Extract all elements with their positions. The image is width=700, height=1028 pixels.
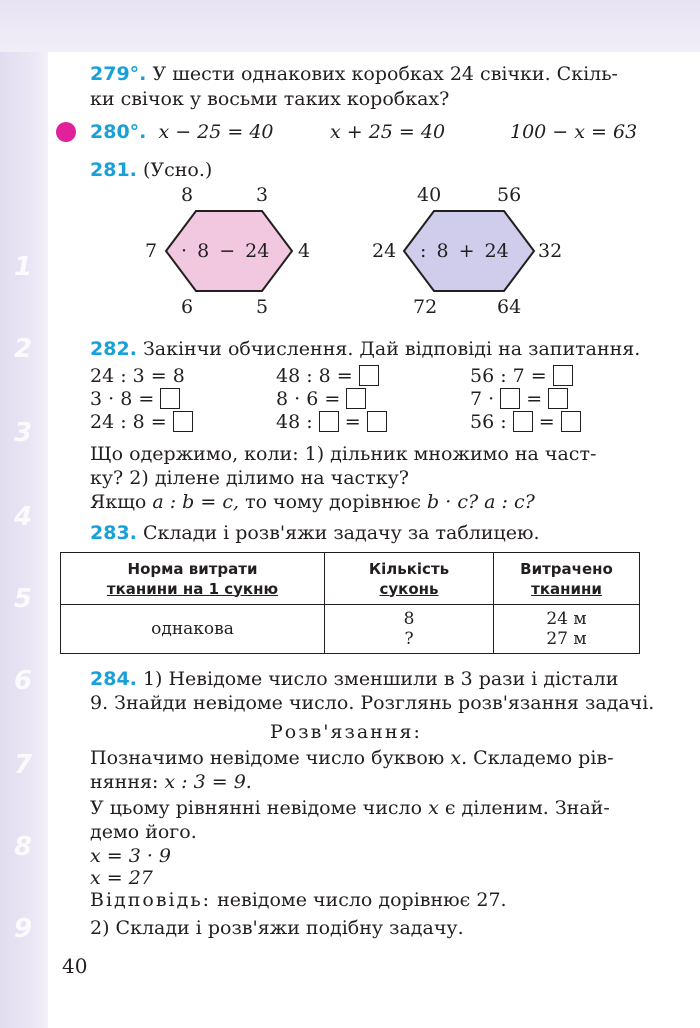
side-number: 6 xyxy=(13,666,33,696)
hex2-right: 32 xyxy=(538,240,563,262)
solution-title: Розв'язання: xyxy=(270,721,422,743)
answer-box[interactable] xyxy=(359,365,379,386)
equation: x = 27 xyxy=(90,867,153,889)
equation: x = 3 · 9 xyxy=(90,845,172,867)
hex2-bottom-left: 72 xyxy=(413,296,438,318)
task-number: 282. xyxy=(90,338,137,360)
expr: 56 : = xyxy=(470,410,581,434)
hex2-top-left: 40 xyxy=(417,184,442,206)
answer-box[interactable] xyxy=(346,388,366,409)
task-number: 284. xyxy=(90,668,137,690)
task-284: 284. 1) Невідоме число зменшили в 3 рази і дістали xyxy=(90,668,619,690)
expr: 7 · = xyxy=(470,387,568,411)
text-line: 9. Знайди невідоме число. Розглянь розв'язання задачі. xyxy=(90,692,655,714)
answer-box[interactable] xyxy=(548,388,568,409)
hex2-bottom-right: 64 xyxy=(497,296,522,318)
expr: 24 : 3 = 8 xyxy=(90,365,185,387)
side-number: 7 xyxy=(13,750,33,780)
answer-box[interactable] xyxy=(173,411,193,432)
table-cell: 24 м 27 м xyxy=(494,605,640,654)
answer-box[interactable] xyxy=(553,365,573,386)
side-number: 8 xyxy=(13,832,33,862)
side-number: 2 xyxy=(13,334,33,364)
task-number: 281. xyxy=(90,159,137,181)
task-283: 283. Склади і розв'яжи задачу за таблицею. xyxy=(90,522,540,544)
table-cell: 8 ? xyxy=(325,605,494,654)
top-band xyxy=(0,0,700,52)
hex1-bottom-right: 5 xyxy=(256,296,269,318)
task-280 xyxy=(90,120,274,144)
task-279-line2: ки свічок у восьми таких коробках? xyxy=(90,88,450,110)
hex2-left: 24 xyxy=(372,240,397,262)
hex1-top-left: 8 xyxy=(181,184,194,206)
question-line: ку? 2) ділене ділимо на частку? xyxy=(90,467,409,489)
table-header: Норма витрати тканини на 1 сукню xyxy=(61,553,325,605)
expr: 56 : 7 = xyxy=(470,364,573,388)
side-number: 3 xyxy=(13,418,33,448)
table-header: Витрачено тканини xyxy=(494,553,640,605)
answer-box[interactable] xyxy=(513,411,533,432)
hex1-left: 7 xyxy=(145,240,158,262)
equation: x + 25 = 40 xyxy=(330,121,446,143)
table-cell: однакова xyxy=(61,605,325,654)
answer-line: Відповідь: невідоме число дорівнює 27. xyxy=(90,889,507,911)
text-line: Позначимо невідоме число буквою x. Складемо рів- xyxy=(90,747,614,769)
task-number: 283. xyxy=(90,522,137,544)
table-header: Кількість суконь xyxy=(325,553,494,605)
answer-box[interactable] xyxy=(500,388,520,409)
data-table xyxy=(60,552,640,654)
expr: 48 : 8 = xyxy=(276,364,379,388)
expr: 48 : = xyxy=(276,410,387,434)
expr: 8 · 6 = xyxy=(276,387,366,411)
text-line: няння: x : 3 = 9. xyxy=(90,771,252,793)
answer-box[interactable] xyxy=(367,411,387,432)
side-number: 5 xyxy=(13,584,33,614)
task-281: 281. (Усно.) xyxy=(90,159,213,181)
expr: 24 : 8 = xyxy=(90,410,193,434)
task-number: 280°. xyxy=(90,121,147,143)
text-line: 2) Склади і розв'яжи подібну задачу. xyxy=(90,917,464,939)
answer-box[interactable] xyxy=(319,411,339,432)
bullet-icon xyxy=(56,122,76,142)
task-282: 282. Закінчи обчислення. Дай відповіді на запитання. xyxy=(90,338,641,360)
task-number: 279°. xyxy=(90,63,147,85)
expr: 3 · 8 = xyxy=(90,387,180,411)
equation: x − 25 = 40 xyxy=(158,121,274,143)
question-line: Якщо a : b = c, то чому дорівнює b · c? a : c? xyxy=(90,491,535,513)
text-line: демо його. xyxy=(90,821,197,843)
question-line: Що одержимо, коли: 1) дільник множимо на част- xyxy=(90,443,597,465)
answer-box[interactable] xyxy=(160,388,180,409)
hex2-inner: : 8 + 24 xyxy=(420,240,509,262)
hex1-bottom-left: 6 xyxy=(181,296,194,318)
hex2-top-right: 56 xyxy=(497,184,522,206)
task-279-line1: 279°. У шести однакових коробках 24 свічки. Скіль- xyxy=(90,63,618,85)
side-number: 9 xyxy=(13,914,33,944)
side-number: 1 xyxy=(13,252,33,282)
hex1-right: 4 xyxy=(298,240,311,262)
side-band xyxy=(0,52,48,1028)
answer-box[interactable] xyxy=(561,411,581,432)
page-number: 40 xyxy=(62,954,88,978)
text-line: У цьому рівнянні невідоме число x є діленим. Знай- xyxy=(90,797,610,819)
equation: 100 − x = 63 xyxy=(510,121,638,143)
side-number: 4 xyxy=(13,502,33,532)
hex1-inner: · 8 − 24 xyxy=(181,240,270,262)
hex1-top-right: 3 xyxy=(256,184,269,206)
